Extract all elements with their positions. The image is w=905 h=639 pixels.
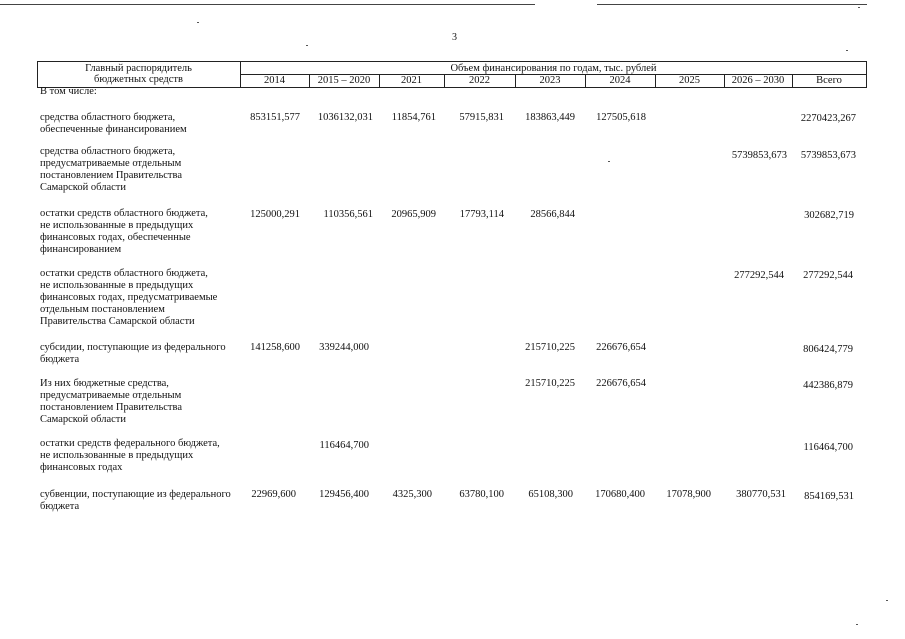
table-cell: 17078,900 xyxy=(666,489,711,500)
scan-speck xyxy=(846,50,848,51)
scan-speck xyxy=(858,7,860,8)
table-cell: 22969,600 xyxy=(251,489,296,500)
column-header-main: Главный распорядитель бюджетных средств xyxy=(85,63,192,85)
table-cell: 226676,654 xyxy=(596,342,646,353)
table-cell: 170680,400 xyxy=(595,489,645,500)
table-cell: 116464,700 xyxy=(319,440,369,451)
year-header: 2023 xyxy=(539,75,561,86)
scan-speck xyxy=(608,161,610,162)
intro-text: В том числе: xyxy=(40,86,97,97)
scan-speck xyxy=(856,624,858,625)
table-cell: 277292,544 xyxy=(734,270,784,281)
year-header: Всего xyxy=(816,75,842,86)
table-cell: 116464,700 xyxy=(803,442,853,453)
table-cell: 226676,654 xyxy=(596,378,646,389)
table-cell: 277292,544 xyxy=(803,270,853,281)
year-header: 2014 xyxy=(264,75,285,86)
table-cell: 65108,300 xyxy=(528,489,573,500)
row-label: остатки средств областного бюджета, не использованные в предыдущих финансовых годах, предусматриваемые отдельным постановлением Правительства Самарской области xyxy=(40,268,218,327)
year-header: 2015 – 2020 xyxy=(317,75,371,86)
table-cell: 20965,909 xyxy=(391,209,436,220)
table-cell: 125000,291 xyxy=(250,209,300,220)
table-cell: 5739853,673 xyxy=(731,150,787,161)
table-cell: 17793,114 xyxy=(459,209,504,220)
table-cell: 5739853,673 xyxy=(800,150,856,161)
table-cell: 4325,300 xyxy=(392,489,432,500)
table-cell: 63780,100 xyxy=(459,489,504,500)
table-cell: 380770,531 xyxy=(736,489,786,500)
table-cell: 806424,779 xyxy=(803,344,853,355)
table-cell: 215710,225 xyxy=(525,342,575,353)
table-cell: 215710,225 xyxy=(525,378,575,389)
table-cell: 339244,000 xyxy=(319,342,369,353)
scan-edge-line xyxy=(597,4,867,5)
table-cell: 28566,844 xyxy=(530,209,575,220)
table-cell: 129456,400 xyxy=(319,489,369,500)
row-label: остатки средств областного бюджета, не использованные в предыдущих финансовых годах, обеспеченные финансированием xyxy=(40,208,208,255)
scan-speck xyxy=(197,22,199,23)
page-number: 3 xyxy=(452,32,457,43)
row-label: субвенции, поступающие из федерального бюджета xyxy=(40,489,231,512)
year-header: 2021 xyxy=(401,75,422,86)
table-cell: 11854,761 xyxy=(391,112,436,123)
year-header: 2025 xyxy=(679,75,700,86)
year-header: 2024 xyxy=(609,75,631,86)
table-cell: 127505,618 xyxy=(596,112,646,123)
scan-speck xyxy=(306,45,308,46)
row-label: субсидии, поступающие из федерального бюджета xyxy=(40,342,226,365)
table-cell: 302682,719 xyxy=(804,210,854,221)
table-cell: 442386,879 xyxy=(803,380,853,391)
scan-speck xyxy=(886,600,888,601)
row-label: остатки средств федерального бюджета, не использованные в предыдущих финансовых годах xyxy=(40,438,220,473)
table-cell: 854169,531 xyxy=(804,491,854,502)
table-cell: 1036132,031 xyxy=(317,112,373,123)
table-cell: 183863,449 xyxy=(525,112,575,123)
row-label: Из них бюджетные средства, предусматриваемые отдельным постановлением Правительства Самарской области xyxy=(40,378,183,425)
year-header: 2022 xyxy=(469,75,490,86)
table-cell: 110356,561 xyxy=(323,209,373,220)
row-label: средства областного бюджета, обеспеченные финансированием xyxy=(40,112,187,135)
table-cell: 2270423,267 xyxy=(800,113,856,124)
table-cell: 141258,600 xyxy=(250,342,300,353)
year-header: 2026 – 2030 xyxy=(731,75,785,86)
table-cell: 57915,831 xyxy=(459,112,504,123)
row-label: средства областного бюджета, предусматриваемые отдельным постановлением Правительства Самарской области xyxy=(40,146,183,193)
funding-title: Объем финансирования по годам, тыс. рублей xyxy=(450,63,657,74)
scan-edge-line xyxy=(0,4,535,5)
table-cell: 853151,577 xyxy=(250,112,300,123)
